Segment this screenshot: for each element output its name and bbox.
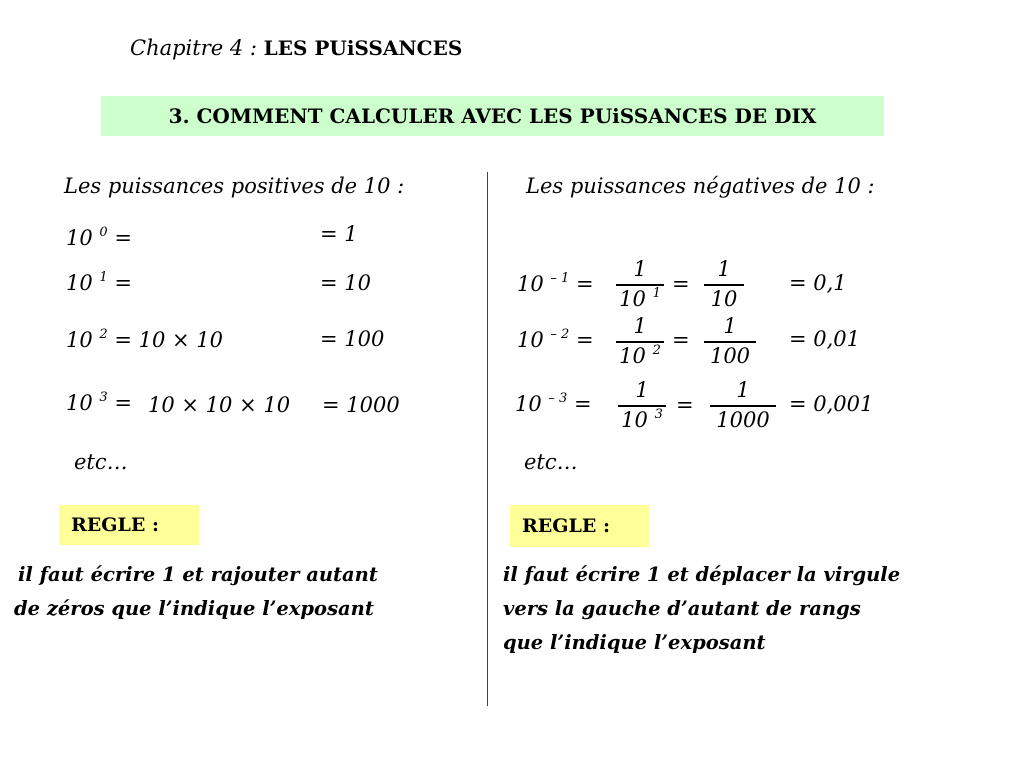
chapter-prefix: Chapitre 4 : xyxy=(130,36,264,60)
negative-row-0-expr: 10 $^{- 1}$ = xyxy=(517,271,594,296)
negative-heading: Les puissances négatives de 10 : xyxy=(526,174,875,198)
positive-row-3-expr: 10 $^3$ = xyxy=(66,390,132,415)
negative-row-1-equals: = xyxy=(672,328,690,352)
negative-row-2-result: = 0,001 xyxy=(789,392,874,416)
positive-row-0-result: = 1 xyxy=(320,222,358,246)
negative-rule-line-3: que l’indique l’exposant xyxy=(503,631,766,654)
column-divider xyxy=(487,172,488,706)
positive-row-1-result: = 10 xyxy=(320,271,371,295)
positive-row-0-expr: 10 $^0$ = xyxy=(66,225,132,250)
negative-row-1-fraction-1: 1 10 $^2$ xyxy=(616,316,664,367)
negative-row-0-fraction-1: 1 10 $^1$ xyxy=(616,259,664,310)
positive-regle-label: REGLE : xyxy=(59,505,199,545)
negative-row-0-equals: = xyxy=(672,272,690,296)
positive-rule-text xyxy=(14,558,378,626)
positive-row-1-expr: 10 $^1$ = xyxy=(66,270,132,295)
negative-row-2-fraction-1: 1 10 $^3$ xyxy=(618,380,666,431)
negative-row-2-equals: = xyxy=(676,393,694,417)
negative-etc: etc… xyxy=(524,450,578,474)
negative-row-1-result: = 0,01 xyxy=(789,327,861,351)
chapter-name: LES PUiSSANCES xyxy=(263,36,463,60)
negative-regle-label: REGLE : xyxy=(510,505,649,547)
negative-row-2-fraction-2: 1 1000 xyxy=(710,380,776,431)
positive-row-3-result: = 1000 xyxy=(322,393,400,417)
negative-rule-line-2: vers la gauche d’autant de rangs xyxy=(503,597,861,620)
chapter-title xyxy=(130,36,462,60)
positive-rule-line-2: de zéros que l’indique l’exposant xyxy=(14,597,374,620)
positive-row-2-expr: 10 $^2$ = 10 × 10 xyxy=(66,327,224,352)
negative-row-2-expr: 10 $^{- 3}$ = xyxy=(515,391,592,416)
negative-row-1-expr: 10 $^{- 2}$ = xyxy=(517,327,594,352)
negative-rule-text xyxy=(503,558,900,660)
positive-etc: etc… xyxy=(74,450,128,474)
positive-heading: Les puissances positives de 10 : xyxy=(64,174,405,198)
negative-row-0-result: = 0,1 xyxy=(789,271,847,295)
positive-rule-line-1: il faut écrire 1 et rajouter autant xyxy=(18,563,378,586)
positive-row-2-result: = 100 xyxy=(320,327,385,351)
negative-rule-line-1: il faut écrire 1 et déplacer la virgule xyxy=(503,563,901,586)
positive-row-3-expansion: 10 × 10 × 10 xyxy=(148,393,291,417)
section-title: 3. COMMENT CALCULER AVEC LES PUiSSANCES DE DIX xyxy=(101,96,884,136)
negative-row-1-fraction-2: 1 100 xyxy=(704,316,756,367)
negative-row-0-fraction-2: 1 10 xyxy=(704,259,744,310)
